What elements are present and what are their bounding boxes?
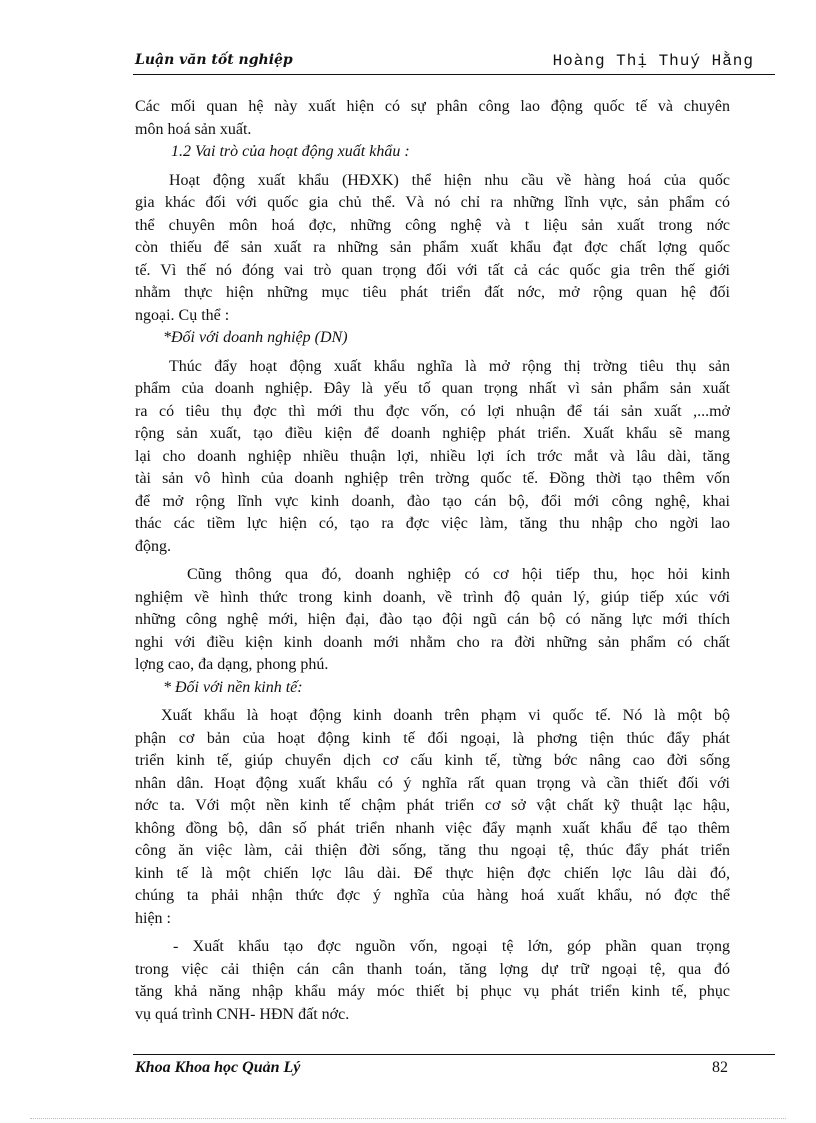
text-line: ra có tiêu thụ đợc thì mới thu đợc vốn, có lợi nhuận để tái sản xuất ,...mở	[135, 402, 730, 420]
text-line: gia khác đối với quốc gia chủ thể. Và nó chỉ ra những lĩnh vực, sản phẩm có	[135, 194, 730, 211]
paragraph-export-capital	[135, 936, 730, 1026]
text-line: Cũng thông qua đó, doanh nghiệp có cơ hội tiếp thu, học hỏi kinh	[187, 566, 730, 583]
paragraph-role	[135, 170, 730, 328]
paragraph-enterprise	[135, 356, 730, 559]
paragraph-economy	[135, 705, 730, 930]
text-line: tăng khả năng nhập khẩu máy móc thiết bị phục vụ phát triển kinh tế, phục	[135, 983, 730, 1000]
text-line: nghiệm về hình thức trong kinh doanh, về trình độ quản lý, giúp tiếp xúc với	[135, 588, 730, 606]
text-line: lại cho doanh nghiệp nhiều thuận lợi, nhiều lợi ích trớc mắt và lâu dài, tăng	[135, 447, 730, 465]
footer-divider	[133, 1054, 775, 1055]
text-line: phẩm của doanh nghiệp. Đây là yếu tố quan trọng nhất vì sản phẩm sản xuất	[135, 380, 730, 397]
text-line: công ăn việc làm, cải thiện đời sống, tăng thu ngoại tệ, thúc đẩy phát triển	[135, 842, 730, 859]
text-line: còn thiếu để sản xuất ra những sản phẩm xuất khẩu đạt đợc chất lợng quốc	[135, 239, 730, 256]
text-line: để mở rộng lĩnh vực kinh doanh, đào tạo cán bộ, đổi mới công nghệ, khai	[135, 492, 730, 510]
text-line: rộng sản xuất, tạo điều kiện để doanh nghiệp phát triển. Xuất khẩu sẽ mang	[135, 425, 730, 442]
paragraph-learning	[135, 564, 730, 677]
text-line: những công nghệ mới, hiện đại, đào tạo đội ngũ cán bộ có năng lực mới thích	[135, 611, 730, 628]
section-heading: 1.2 Vai trò của hoạt động xuất khẩu :	[171, 143, 410, 160]
page-body	[135, 96, 730, 1026]
header-author-name: Hoàng Thị Thuý Hằng	[552, 52, 754, 70]
page-header	[135, 52, 772, 76]
text-line: tế. Vì thế nó đóng vai trò quan trọng đối với tất cả các quốc gia trên thế giới	[135, 261, 730, 279]
text-line: ngoại. Cụ thể :	[135, 306, 230, 324]
text-line: Thúc đẩy hoạt động xuất khẩu nghĩa là mở rộng thị trờng tiêu thụ sản	[169, 357, 730, 375]
paragraph-intro	[135, 96, 730, 141]
text-line: nghi với điều kiện kinh doanh mới nhằm cho ra đời những sản phẩm có chất	[135, 633, 730, 651]
footer-faculty: Khoa Khoa học Quản Lý	[135, 1059, 301, 1076]
subheading-economy: * Đối với nền kinh tế:	[163, 678, 303, 696]
text-line: vụ quá trình CNH- HĐN đất nớc.	[135, 1005, 350, 1023]
header-divider	[133, 74, 775, 75]
text-line: động.	[135, 537, 171, 555]
text-line: chúng ta phải nhận thức đợc ý nghĩa của hàng hoá xuất khẩu, nó đợc thể	[135, 887, 730, 904]
text-line: môn hoá sản xuất.	[135, 120, 252, 138]
subheading-enterprise: *Đối với doanh nghiệp (DN)	[163, 329, 348, 346]
page-number: 82	[712, 1059, 728, 1076]
text-line: lợng cao, đa dạng, phong phú.	[135, 656, 329, 673]
text-line: Hoạt động xuất khẩu (HĐXK) thể hiện nhu cầu về hàng hoá của quốc	[169, 171, 730, 189]
text-line: tài sản vô hình của doanh nghiệp trên trờng quốc tế. Đồng thời tạo thêm vốn	[135, 470, 730, 487]
text-line: thác các tiềm lực hiện có, tạo ra đợc việc làm, tăng thu nhập cho ngời lao	[135, 515, 730, 532]
text-line: thể chuyên môn hoá đợc, những công nghệ và t liệu sản xuất trong nớc	[135, 216, 730, 234]
page-edge-divider	[30, 1118, 786, 1119]
text-line: kinh tế là một chiến lợc lâu dài. Để thực hiện đợc chiến lợc lâu dài đó,	[135, 864, 730, 882]
text-line: nớc ta. Với một nền kinh tế chậm phát triển cơ sở vật chất kỹ thuật lạc hậu,	[135, 797, 730, 814]
text-line: nhân dân. Hoạt động xuất khẩu có ý nghĩa rất quan trọng và cần thiết đối với	[135, 774, 730, 792]
text-line: Các mối quan hệ này xuất hiện có sự phân công lao động quốc tế và chuyên	[135, 98, 730, 115]
text-line: - Xuất khẩu tạo đợc nguồn vốn, ngoại tệ lớn, góp phần quan trọng	[173, 938, 730, 955]
text-line: triển kinh tế, giúp chuyển dịch cơ cấu kinh tế, từng bớc nâng cao đời sống	[135, 752, 730, 769]
text-line: không đồng bộ, dân số phát triển nhanh việc đẩy mạnh xuất khẩu để tạo thêm	[135, 819, 730, 837]
text-line: nhằm thực hiện những mục tiêu phát triển đất nớc, mở rộng quan hệ đối	[135, 284, 730, 301]
text-line: hiện :	[135, 909, 171, 927]
text-line: trong việc cải thiện cán cân thanh toán, tăng lợng dự trữ ngoại tệ, qua đó	[135, 960, 730, 978]
text-line: phận cơ bản của hoạt động kinh tế đối ngoại, là phơng tiện thúc đẩy phát	[135, 729, 730, 747]
header-thesis-title: Luận văn tốt nghiệp	[135, 52, 293, 68]
text-line: Xuất khẩu là hoạt động kinh doanh trên phạm vi quốc tế. Nó là một bộ	[161, 707, 730, 724]
